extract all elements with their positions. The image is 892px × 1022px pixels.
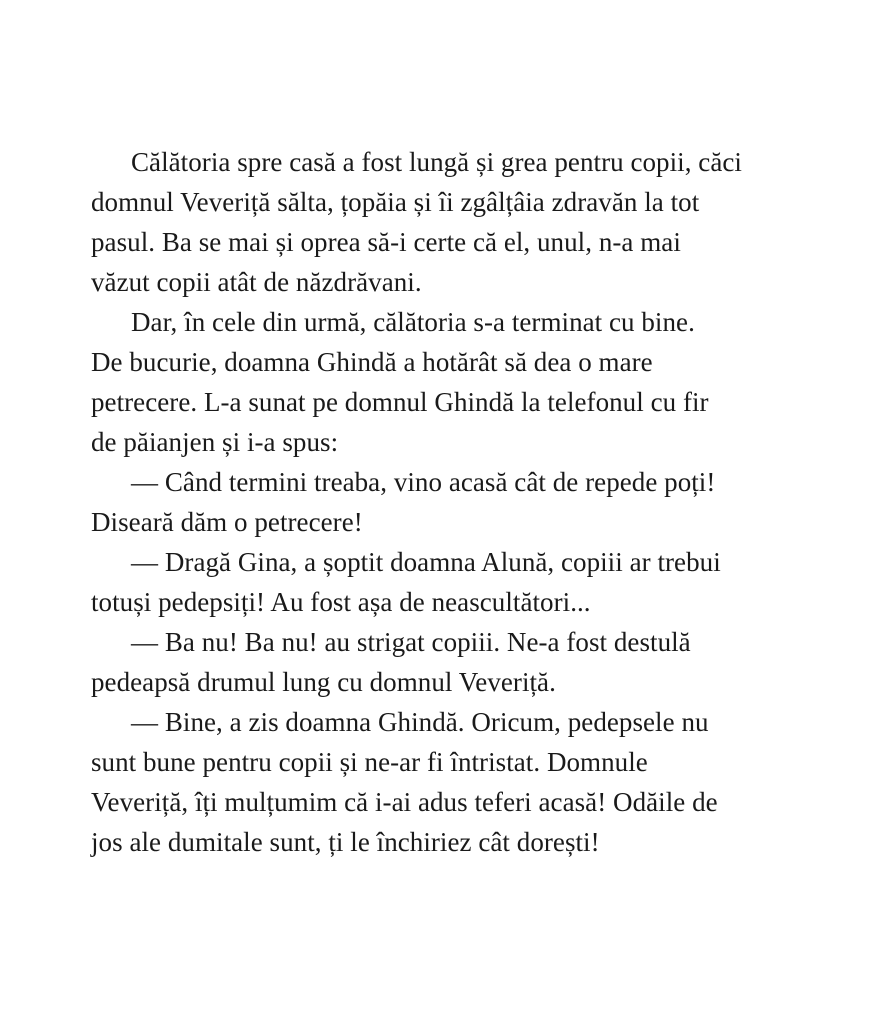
text-line: Veveriță, îți mulțumim că i-ai adus teferi acasă! Odăile de <box>91 787 718 817</box>
text-line: domnul Veveriță sălta, țopăia și îi zgâlțâia zdravăn la tot <box>91 187 700 217</box>
text-line: De bucurie, doamna Ghindă a hotărât să dea o mare <box>91 347 653 377</box>
text-line: de păianjen și i-a spus: <box>91 427 339 457</box>
text-line: sunt bune pentru copii și ne-ar fi întristat. Domnule <box>91 747 648 777</box>
text-line: — Dragă Gina, a șoptit doamna Alună, copiii ar trebui <box>131 547 721 577</box>
text-line: petrecere. L-a sunat pe domnul Ghindă la telefonul cu fir <box>91 387 709 417</box>
text-line: Călătoria spre casă a fost lungă și grea pentru copii, căci <box>131 147 742 177</box>
text-line: văzut copii atât de năzdrăvani. <box>91 267 422 297</box>
text-line: — Când termini treaba, vino acasă cât de repede poți! <box>131 467 716 497</box>
text-line: pedeapsă drumul lung cu domnul Veveriță. <box>91 667 556 697</box>
text-line: Diseară dăm o petrecere! <box>91 507 363 537</box>
text-line: totuși pedepsiți! Au fost așa de neascultători... <box>91 587 591 617</box>
text-line: — Ba nu! Ba nu! au strigat copiii. Ne-a fost destulă <box>131 627 691 657</box>
text-line: — Bine, a zis doamna Ghindă. Oricum, pedepsele nu <box>131 707 709 737</box>
text-line: pasul. Ba se mai și oprea să-i certe că el, unul, n-a mai <box>91 227 681 257</box>
book-page <box>91 142 811 862</box>
text-line: Dar, în cele din urmă, călătoria s-a terminat cu bine. <box>131 307 695 337</box>
text-line: jos ale dumitale sunt, ți le închiriez cât dorești! <box>91 827 600 857</box>
